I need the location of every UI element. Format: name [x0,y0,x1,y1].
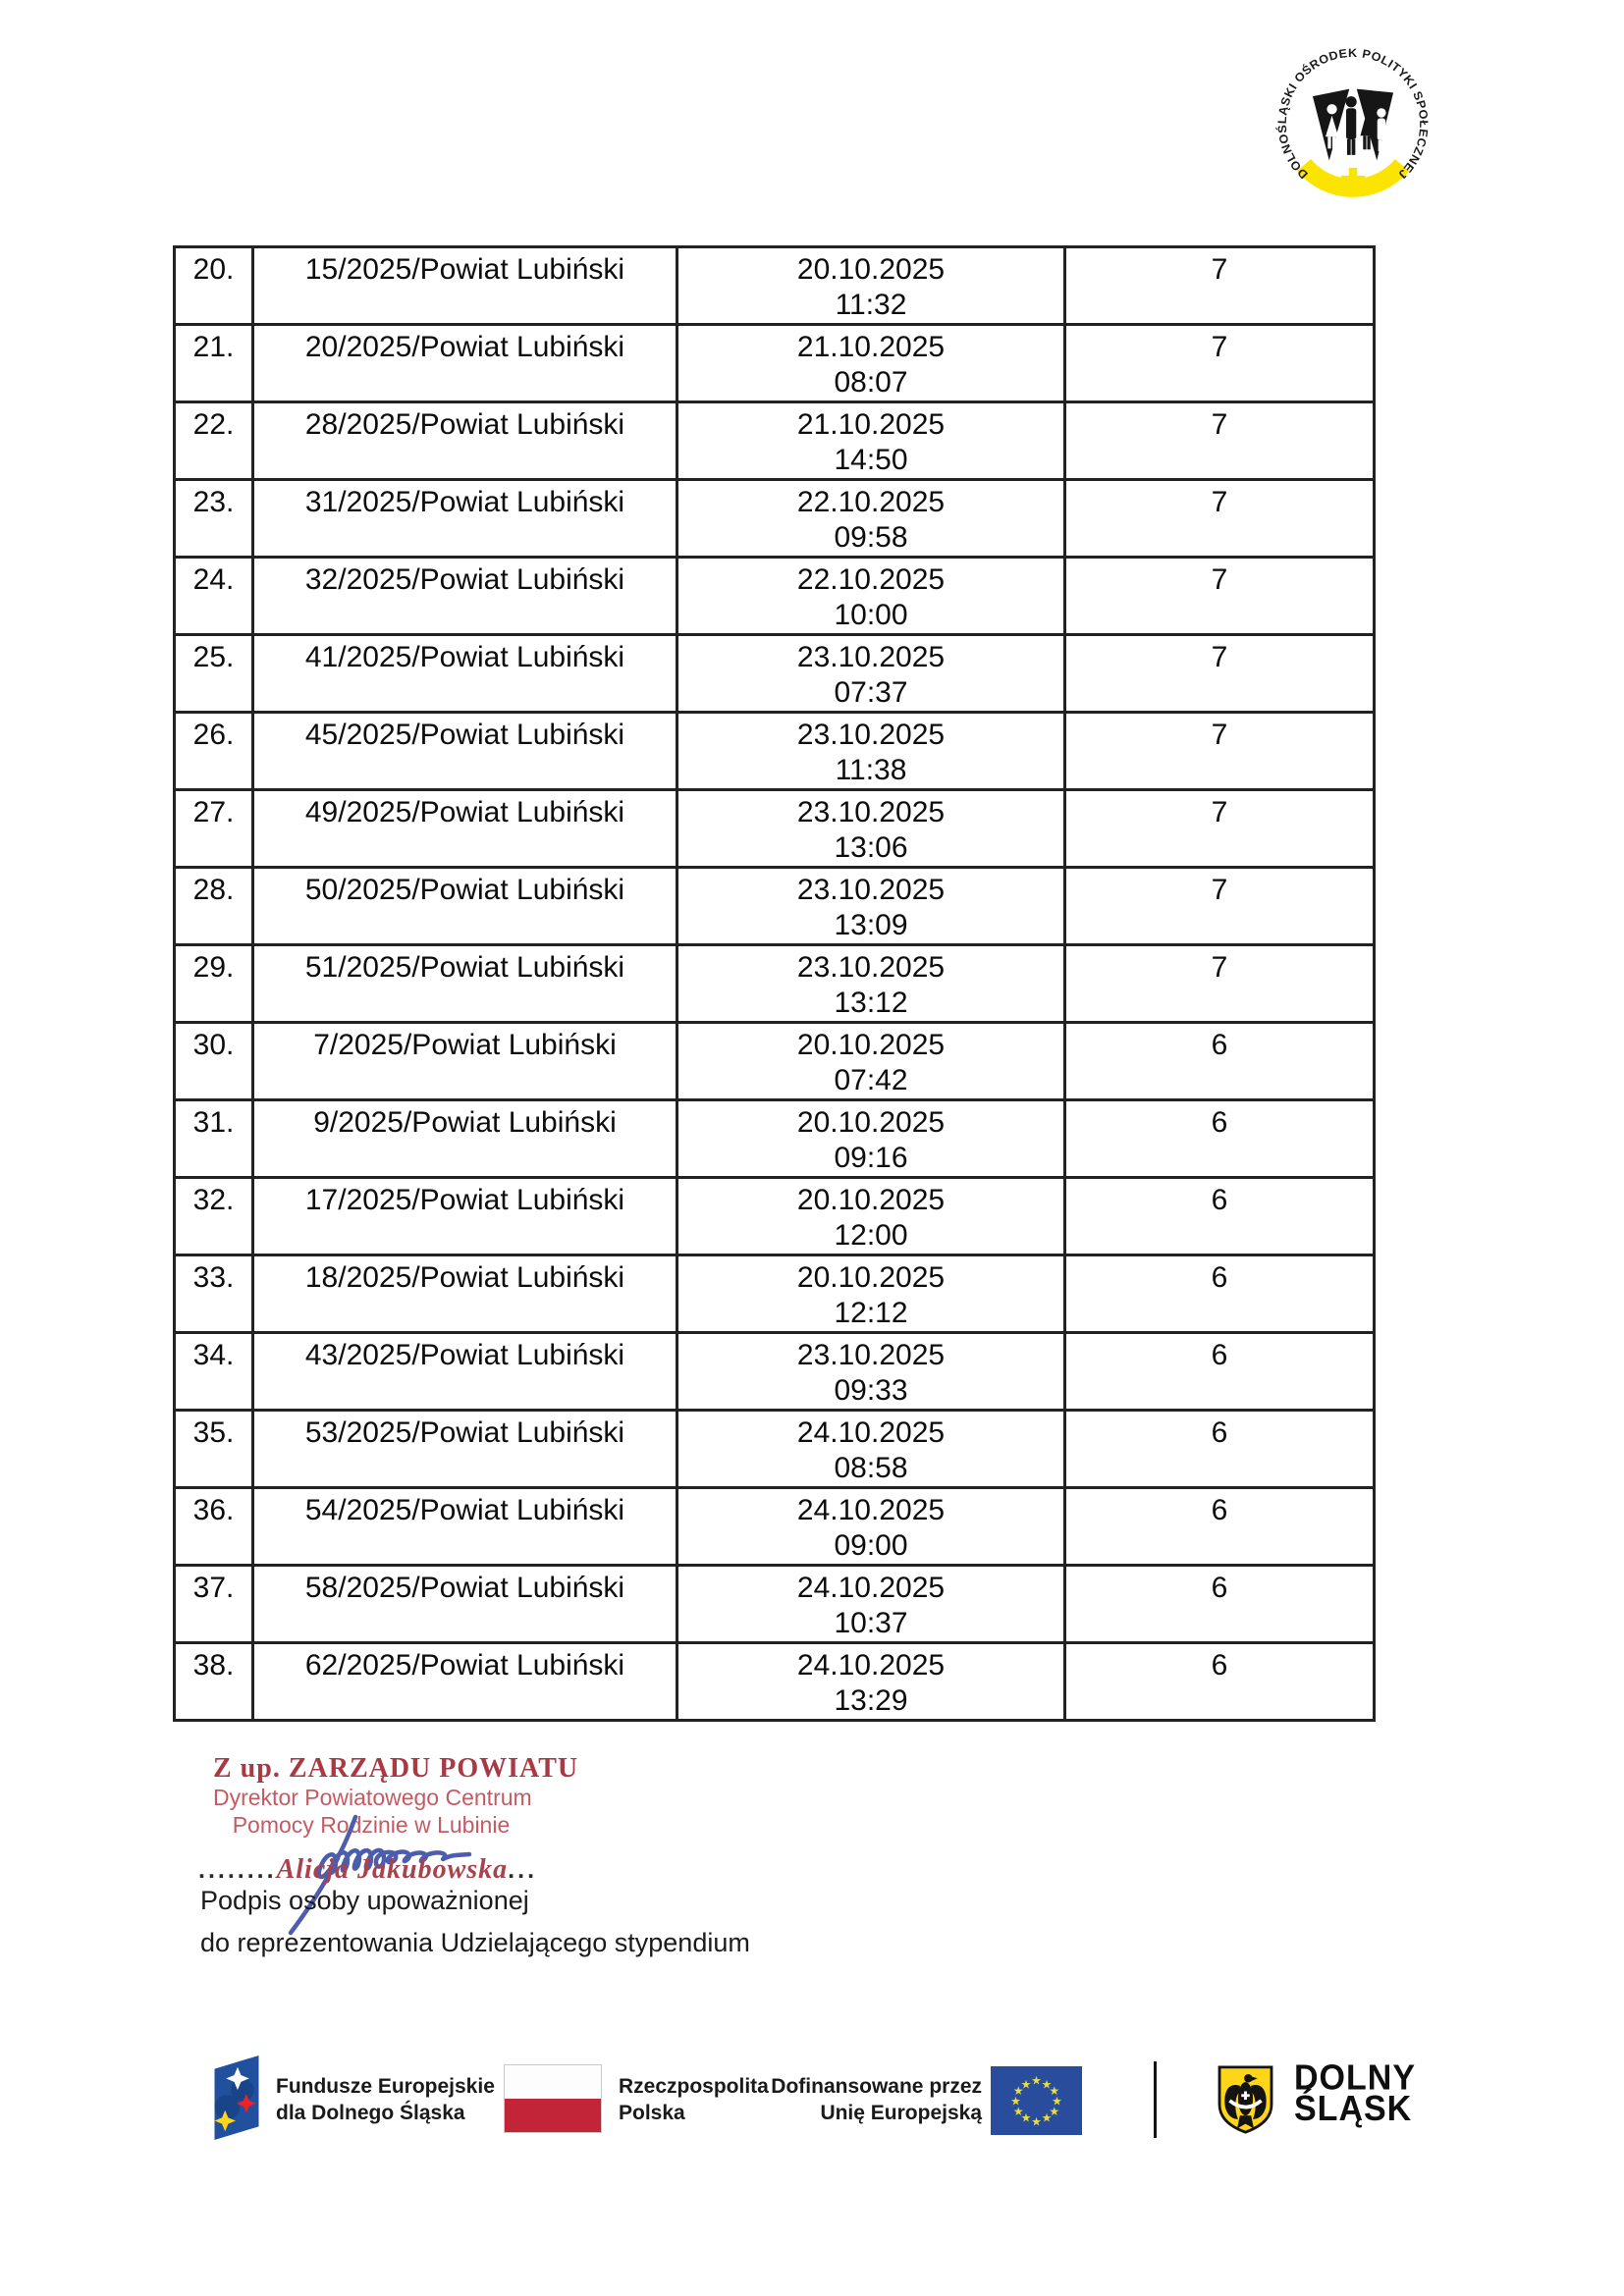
table-row [175,1023,1375,1100]
time-text: 13:12 [834,987,908,1019]
row-number-cell: 32. [175,1178,253,1255]
time-text: 13:06 [834,831,908,864]
application-number-cell: 62/2025/Powiat Lubiński [253,1643,677,1721]
date-text: 23.10.2025 [796,1339,946,1371]
score-cell: 6 [1065,1023,1375,1100]
stamp-title-line: Dyrektor Powiatowego Centrum [213,1785,532,1810]
row-number-cell: 30. [175,1023,253,1100]
date-cell [677,1178,1065,1255]
dolny-slask-label-line2: ŚLĄSK [1294,2089,1413,2129]
row-number-cell: 21. [175,325,253,402]
row-number-cell: 34. [175,1333,253,1411]
time-text: 14:50 [834,444,908,476]
date-cell [677,247,1065,325]
time-text: 09:58 [834,521,908,554]
time-text: 12:00 [834,1219,908,1252]
table-row [175,402,1375,480]
row-number-cell: 23. [175,480,253,558]
svg-text:★: ★ [1041,2110,1053,2125]
time-text: 13:29 [834,1684,908,1717]
date-cell [677,1488,1065,1566]
svg-text:★: ★ [1041,2077,1053,2092]
time-text: 10:00 [834,599,908,631]
time-text: 08:58 [834,1452,908,1484]
svg-text:★: ★ [1049,2105,1060,2118]
date-text: 23.10.2025 [796,641,946,673]
score-cell: 6 [1065,1488,1375,1566]
eu-funds-label [276,2073,495,2126]
date-text: 21.10.2025 [796,408,946,441]
date-text: 22.10.2025 [796,563,946,596]
date-cell [677,1100,1065,1178]
date-cell [677,635,1065,713]
date-cell [677,1333,1065,1411]
table-row [175,247,1375,325]
date-text: 20.10.2025 [796,1106,946,1139]
svg-text:★: ★ [1020,2077,1032,2092]
table-row [175,635,1375,713]
date-cell [677,790,1065,868]
svg-text:★: ★ [1049,2084,1060,2098]
score-cell: 7 [1065,790,1375,868]
table-row [175,713,1375,790]
time-text: 11:32 [835,289,907,321]
date-text: 22.10.2025 [796,486,946,518]
application-number-cell: 17/2025/Powiat Lubiński [253,1178,677,1255]
score-cell: 6 [1065,1333,1375,1411]
svg-text:★: ★ [1020,2110,1032,2125]
eu-cofunded-label [736,2073,982,2126]
table-row [175,325,1375,402]
score-cell: 6 [1065,1255,1375,1333]
poland-flag-white-stripe [505,2065,601,2099]
eu-funds-label-line1: Fundusze Europejskie [276,2075,495,2098]
poland-label-line2: Polska [619,2102,685,2124]
date-text: 21.10.2025 [796,331,946,363]
stamp-authority-line: Z up. ZARZĄDU POWIATU [213,1753,579,1784]
table-row [175,1488,1375,1566]
application-number-cell: 7/2025/Powiat Lubiński [253,1023,677,1100]
table-row [175,1411,1375,1488]
score-cell: 6 [1065,1643,1375,1721]
table-row [175,558,1375,635]
date-text: 24.10.2025 [796,1572,946,1604]
date-cell [677,868,1065,945]
date-text: 20.10.2025 [796,1261,946,1294]
logo-figure-boy-white [1377,108,1385,151]
dops-logo-graphic [1271,39,1435,212]
svg-text:★: ★ [1031,2114,1042,2129]
date-text: 20.10.2025 [796,1029,946,1061]
time-text: 09:00 [834,1529,908,1562]
eu-flag [991,2066,1082,2135]
date-cell [677,1023,1065,1100]
table-row [175,1255,1375,1333]
application-number-cell: 18/2025/Powiat Lubiński [253,1255,677,1333]
table-row [175,945,1375,1023]
row-number-cell: 24. [175,558,253,635]
dots-left: ........ [198,1856,277,1884]
application-number-cell: 15/2025/Powiat Lubiński [253,247,677,325]
score-cell: 6 [1065,1100,1375,1178]
application-number-cell: 20/2025/Powiat Lubiński [253,325,677,402]
time-text: 07:42 [834,1064,908,1096]
date-text: 20.10.2025 [796,1184,946,1216]
logo-figure-man-black [1346,96,1357,155]
time-text: 12:12 [834,1297,908,1329]
date-cell [677,558,1065,635]
row-number-cell: 38. [175,1643,253,1721]
table-row [175,1100,1375,1178]
svg-text:★: ★ [1031,2073,1042,2088]
stamp-name: Alicja Jakubowska [276,1854,509,1885]
date-text: 23.10.2025 [796,719,946,751]
date-text: 23.10.2025 [796,951,946,984]
row-number-cell: 27. [175,790,253,868]
date-text: 20.10.2025 [796,253,946,286]
date-cell [677,713,1065,790]
score-cell: 7 [1065,713,1375,790]
signature-caption-line1: Podpis osoby upoważnionej [200,1886,529,1915]
poland-flag-red-stripe [505,2099,601,2132]
poland-flag [504,2064,602,2133]
logo-ring-text: DOLNOŚLĄSKI OŚRODEK POLITYKI SPOŁECZNEJ [1274,45,1432,182]
eu-funds-logo [212,2054,261,2142]
score-cell: 6 [1065,1178,1375,1255]
application-number-cell: 45/2025/Powiat Lubiński [253,713,677,790]
score-cell: 6 [1065,1411,1375,1488]
application-number-cell: 51/2025/Powiat Lubiński [253,945,677,1023]
time-text: 11:38 [835,754,907,786]
date-text: 23.10.2025 [796,796,946,828]
dolny-slask-label-line1: DOLNY [1294,2057,1416,2098]
table-row [175,1333,1375,1411]
row-number-cell: 28. [175,868,253,945]
svg-text:★: ★ [1012,2084,1024,2098]
row-number-cell: 36. [175,1488,253,1566]
row-number-cell: 29. [175,945,253,1023]
application-number-cell: 49/2025/Powiat Lubiński [253,790,677,868]
date-text: 24.10.2025 [796,1416,946,1449]
eu-cofunded-label-line1: Dofinansowane przez [771,2075,982,2098]
table-row [175,868,1375,945]
table-row [175,790,1375,868]
application-number-cell: 53/2025/Powiat Lubiński [253,1411,677,1488]
row-number-cell: 26. [175,713,253,790]
date-text: 23.10.2025 [796,874,946,906]
row-number-cell: 31. [175,1100,253,1178]
application-number-cell: 43/2025/Powiat Lubiński [253,1333,677,1411]
dolny-slask-coat-of-arms [1218,2065,1273,2134]
eu-cofunded-label-line2: Unię Europejską [820,2102,982,2124]
stamp-institution-line: Pomocy Rodzinie w Lubinie [232,1812,511,1838]
svg-text:★: ★ [1052,2094,1062,2109]
svg-text:★: ★ [1012,2105,1024,2118]
score-cell: 7 [1065,945,1375,1023]
date-cell [677,1643,1065,1721]
svg-text:★: ★ [1010,2094,1021,2109]
row-number-cell: 33. [175,1255,253,1333]
time-text: 07:37 [834,676,908,709]
date-cell [677,945,1065,1023]
score-cell: 7 [1065,325,1375,402]
table-row [175,1178,1375,1255]
row-number-cell: 20. [175,247,253,325]
table-row [175,1643,1375,1721]
date-cell [677,325,1065,402]
footer-divider [1154,2061,1157,2138]
time-text: 10:37 [834,1607,908,1639]
logo-right-wing [1357,89,1393,161]
application-number-cell: 41/2025/Powiat Lubiński [253,635,677,713]
time-text: 13:09 [834,909,908,941]
score-cell: 6 [1065,1566,1375,1643]
date-cell [677,1566,1065,1643]
table-body [175,247,1375,1721]
dops-logo [1271,39,1435,212]
date-cell [677,1255,1065,1333]
time-text: 08:07 [834,366,908,399]
application-number-cell: 50/2025/Powiat Lubiński [253,868,677,945]
row-number-cell: 35. [175,1411,253,1488]
date-text: 24.10.2025 [796,1494,946,1526]
dots-right: ... [508,1856,538,1884]
table-row [175,480,1375,558]
dotted-signature-line [198,1854,537,1886]
application-number-cell: 32/2025/Powiat Lubiński [253,558,677,635]
application-number-cell: 9/2025/Powiat Lubiński [253,1100,677,1178]
application-number-cell: 31/2025/Powiat Lubiński [253,480,677,558]
row-number-cell: 37. [175,1566,253,1643]
date-cell [677,1411,1065,1488]
table-row [175,1566,1375,1643]
time-text: 09:33 [834,1374,908,1407]
score-cell: 7 [1065,247,1375,325]
row-number-cell: 22. [175,402,253,480]
dolny-slask-label [1294,2057,1416,2129]
date-text: 24.10.2025 [796,1649,946,1682]
poland-label-line1: Rzeczpospolita [619,2075,769,2098]
score-cell: 7 [1065,558,1375,635]
score-cell: 7 [1065,635,1375,713]
date-cell [677,480,1065,558]
signature-caption-line2: do reprezentowania Udzielającego stypendium [200,1928,750,1957]
application-number-cell: 58/2025/Powiat Lubiński [253,1566,677,1643]
time-text: 09:16 [834,1142,908,1174]
row-number-cell: 25. [175,635,253,713]
application-number-cell: 28/2025/Powiat Lubiński [253,402,677,480]
score-cell: 7 [1065,402,1375,480]
eu-funds-label-line2: dla Dolnego Śląska [276,2102,465,2124]
score-cell: 7 [1065,480,1375,558]
date-cell [677,402,1065,480]
score-cell: 7 [1065,868,1375,945]
application-number-cell: 54/2025/Powiat Lubiński [253,1488,677,1566]
results-table [173,245,1376,1722]
